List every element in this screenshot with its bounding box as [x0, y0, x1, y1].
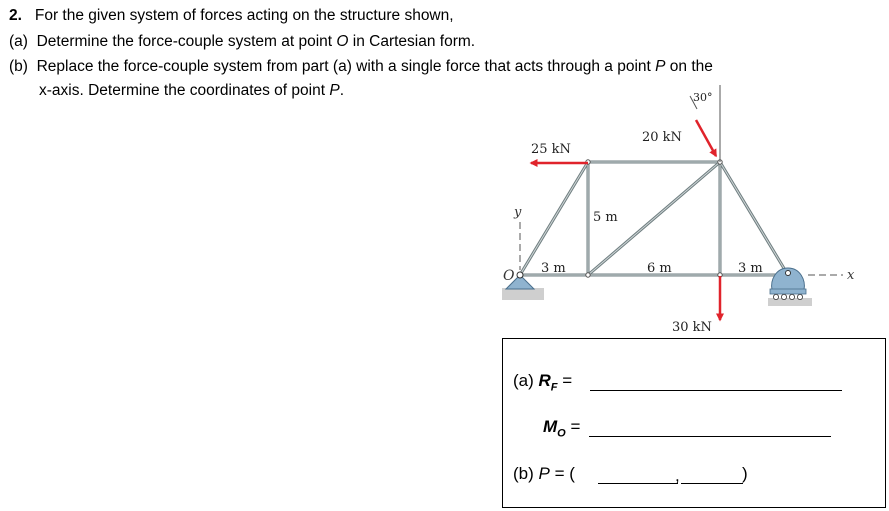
rf-subscript: F [550, 381, 558, 394]
part-b-text-2: x-axis. Determine the coordinates of point [39, 82, 330, 99]
truss-members-inner [520, 162, 788, 275]
answer-b-label [513, 464, 575, 484]
mo-subscript: O [557, 427, 566, 440]
dim-6m-label: 6 m [647, 261, 672, 276]
part-b-point: P [655, 58, 666, 75]
answer-b-prefix: (b) [513, 464, 539, 483]
angle-label: 30° [693, 91, 713, 104]
force-20-label: 20 kN [642, 130, 682, 145]
rf-symbol: R [538, 371, 551, 390]
rf-equals: = [557, 371, 573, 390]
question-intro: For the given system of forces acting on the structure shown, [34, 7, 454, 24]
mo-equals: = [565, 417, 581, 436]
part-b-text: Replace the force-couple system from part (a) with a single force that acts through a point [36, 58, 656, 75]
answer-box [502, 338, 886, 508]
part-a-text-end: in Cartesian form. [348, 33, 476, 50]
answer-a-label [513, 371, 572, 393]
dim-5m-label: 5 m [593, 210, 618, 225]
force-30-label: 30 kN [672, 320, 712, 335]
part-b-point-2: P [329, 82, 340, 99]
answer-a-prefix: (a) [513, 371, 539, 390]
force-25-label: 25 kN [531, 142, 571, 157]
p-close-paren: ) [742, 464, 748, 483]
part-b-text-end: on the [665, 58, 713, 75]
dim-3m-left-label: 3 m [541, 261, 566, 276]
ground-left [502, 288, 544, 300]
p-equals: = ( [549, 464, 575, 483]
answer-mo-label [543, 417, 580, 439]
axis-x-label: x [847, 268, 855, 283]
part-a-label: (a) [9, 33, 28, 50]
force-20-arrow [696, 120, 716, 156]
mo-answer-blank[interactable] [589, 436, 831, 437]
part-b-text-2-end: . [339, 82, 344, 99]
pin-right [786, 271, 791, 276]
part-b-label: (b) [9, 58, 28, 75]
rf-answer-blank[interactable] [590, 390, 842, 391]
mo-symbol: M [543, 417, 558, 436]
p-comma: , [675, 466, 680, 485]
dim-3m-right-label: 3 m [738, 261, 763, 276]
question-number: 2. [9, 7, 22, 24]
p-symbol: P [538, 464, 550, 483]
pin-left [517, 272, 523, 278]
roller-plate [770, 289, 806, 294]
part-a-text: Determine the force-couple system at point [36, 33, 337, 50]
p-x-blank[interactable] [598, 483, 678, 484]
origin-label: O [503, 268, 515, 284]
axis-y-label: y [514, 205, 522, 220]
p-y-blank[interactable] [681, 483, 743, 484]
part-a-point: O [336, 33, 349, 50]
